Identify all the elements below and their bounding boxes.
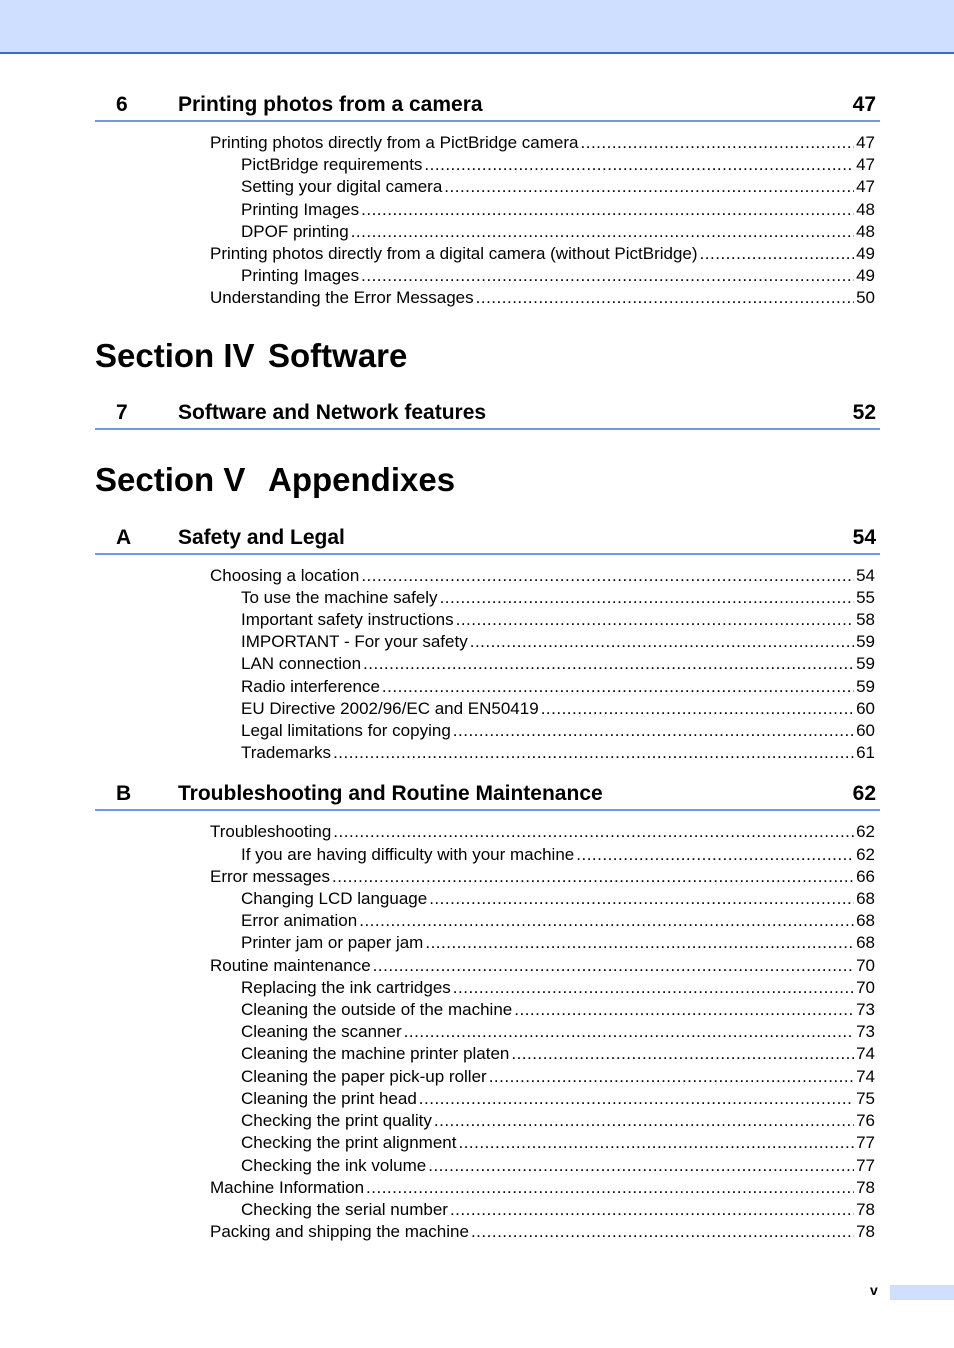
chapter-page: 47: [852, 93, 876, 116]
section-heading: [95, 336, 880, 376]
toc-subentry[interactable]: [95, 176, 875, 198]
section-title: Software: [268, 336, 408, 374]
toc-subentry[interactable]: [95, 888, 875, 910]
dot-leader: [419, 1088, 854, 1110]
dot-leader: [351, 221, 854, 243]
toc-subentry[interactable]: [95, 1088, 875, 1110]
dot-leader: [576, 844, 854, 866]
dot-leader: [450, 1199, 854, 1221]
entry-text: Important safety instructions: [241, 610, 454, 630]
entry-page: 50: [856, 288, 875, 308]
dot-leader: [333, 742, 854, 764]
entry-page: 59: [856, 632, 875, 652]
section-label: Section IV: [95, 336, 255, 374]
chapter-7-block: [95, 394, 880, 430]
chapter-a-block: [95, 519, 880, 765]
dot-leader: [429, 888, 854, 910]
entry-page: 49: [856, 266, 875, 286]
dot-leader: [470, 631, 854, 653]
section-label: Section V: [95, 460, 246, 498]
toc-subentry[interactable]: [95, 653, 875, 675]
toc-subentry[interactable]: [95, 720, 875, 742]
entry-page: 74: [856, 1066, 875, 1086]
dot-leader: [456, 609, 854, 631]
table-of-contents: [95, 86, 880, 1243]
entry-text: Printing photos directly from a PictBridge camera: [210, 133, 579, 152]
toc-entries: [95, 555, 880, 765]
dot-leader: [424, 154, 854, 176]
entry-text: Trademarks: [241, 743, 332, 763]
entry-text: PictBridge requirements: [241, 155, 423, 175]
toc-subentry[interactable]: [95, 1066, 875, 1088]
entry-text: Error animation: [241, 911, 358, 931]
toc-subentry[interactable]: [95, 844, 875, 866]
entry-text: Radio interference: [241, 676, 380, 696]
dot-leader: [361, 265, 854, 287]
entry-page: 62: [856, 822, 875, 842]
entry-page: 68: [856, 933, 875, 953]
dot-leader: [359, 910, 854, 932]
entry-page: 47: [856, 155, 875, 175]
entry-text: Cleaning the outside of the machine: [241, 1000, 513, 1020]
entry-page: 49: [856, 244, 875, 264]
dot-leader: [514, 999, 854, 1021]
dot-leader: [471, 1221, 854, 1243]
footer-tab: [890, 1285, 954, 1300]
entry-text: Understanding the Error Messages: [210, 288, 474, 308]
dot-leader: [361, 199, 854, 221]
entry-page: 77: [856, 1133, 875, 1153]
dot-leader: [700, 243, 855, 265]
entry-text: DPOF printing: [241, 221, 349, 241]
entry-page: 78: [856, 1222, 875, 1242]
entry-text: To use the machine safely: [241, 587, 438, 607]
footer-page-label: v: [870, 1282, 878, 1298]
chapter-title: Printing photos from a camera: [178, 93, 483, 116]
entry-text: Routine maintenance: [210, 955, 371, 975]
entry-text: Checking the print quality: [241, 1111, 432, 1131]
toc-subentry[interactable]: [95, 1132, 875, 1154]
toc-entry[interactable]: [95, 955, 875, 977]
entry-text: Cleaning the print head: [241, 1088, 417, 1108]
toc-entry[interactable]: [95, 243, 875, 265]
toc-subentry[interactable]: [95, 910, 875, 932]
dot-leader: [581, 132, 855, 154]
entry-text: Troubleshooting: [210, 822, 332, 842]
entry-page: 62: [856, 844, 875, 864]
toc-entry[interactable]: [95, 866, 875, 888]
entry-text: Choosing a location: [210, 565, 360, 585]
dot-leader: [440, 587, 855, 609]
chapter-number: 7: [116, 400, 128, 424]
chapter-title: Software and Network features: [178, 400, 487, 424]
toc-subentry[interactable]: [95, 1199, 875, 1221]
entry-page: 47: [856, 177, 875, 197]
dot-leader: [541, 698, 854, 720]
entry-page: 73: [856, 1000, 875, 1020]
entry-page: 58: [856, 610, 875, 630]
entry-text: Printing Images: [241, 266, 360, 286]
toc-entry[interactable]: [95, 287, 875, 309]
entry-text: IMPORTANT - For your safety: [241, 632, 468, 652]
entry-text: Checking the print alignment: [241, 1133, 457, 1153]
entry-text: If you are having difficulty with your machine: [241, 844, 575, 864]
entry-page: 48: [856, 199, 875, 219]
toc-subentry[interactable]: [95, 154, 875, 176]
toc-subentry[interactable]: [95, 999, 875, 1021]
dot-leader: [434, 1110, 854, 1132]
entry-page: 73: [856, 1022, 875, 1042]
section-heading: [95, 460, 880, 500]
dot-leader: [489, 1066, 854, 1088]
toc-subentry[interactable]: [95, 742, 875, 764]
toc-entries: [95, 122, 880, 310]
toc-subentry[interactable]: [95, 1110, 875, 1132]
dot-leader: [333, 821, 854, 843]
toc-subentry[interactable]: [95, 265, 875, 287]
entry-page: 59: [856, 676, 875, 696]
toc-entry[interactable]: [95, 1221, 875, 1243]
toc-subentry[interactable]: [95, 1043, 875, 1065]
dot-leader: [476, 287, 854, 309]
entry-text: Machine Information: [210, 1177, 365, 1197]
entry-text: Setting your digital camera: [241, 177, 443, 197]
section-title: Appendixes: [268, 460, 456, 498]
entry-page: 70: [856, 955, 875, 975]
dot-leader: [382, 676, 854, 698]
dot-leader: [404, 1021, 854, 1043]
entry-page: 48: [856, 221, 875, 241]
entry-page: 75: [856, 1088, 875, 1108]
entry-text: Legal limitations for copying: [241, 721, 451, 741]
dot-leader: [366, 1177, 854, 1199]
entry-text: Cleaning the paper pick-up roller: [241, 1066, 487, 1086]
entry-page: 61: [856, 743, 875, 763]
toc-subentry[interactable]: [95, 1155, 875, 1177]
chapter-heading[interactable]: [95, 519, 880, 555]
toc-entry[interactable]: [95, 1177, 875, 1199]
dot-leader: [373, 955, 854, 977]
entry-page: 78: [856, 1177, 875, 1197]
dot-leader: [511, 1043, 854, 1065]
entry-page: 60: [856, 698, 875, 718]
entry-page: 68: [856, 911, 875, 931]
toc-subentry[interactable]: [95, 587, 875, 609]
entry-page: 68: [856, 889, 875, 909]
toc-subentry[interactable]: [95, 932, 875, 954]
entry-page: 60: [856, 721, 875, 741]
entry-text: Error messages: [210, 866, 330, 886]
chapter-6-block: [95, 86, 880, 310]
toc-entry[interactable]: [95, 565, 875, 587]
entry-text: LAN connection: [241, 654, 362, 674]
entry-text: Printer jam or paper jam: [241, 933, 424, 953]
dot-leader: [428, 1155, 854, 1177]
entry-text: Checking the serial number: [241, 1199, 448, 1219]
entry-page: 70: [856, 977, 875, 997]
chapter-title: Safety and Legal: [178, 525, 345, 549]
toc-subentry[interactable]: [95, 1021, 875, 1043]
dot-leader: [444, 176, 854, 198]
dot-leader: [425, 932, 854, 954]
toc-entries: [95, 811, 880, 1243]
chapter-page: 62: [852, 782, 876, 806]
entry-page: 77: [856, 1155, 875, 1175]
toc-subentry[interactable]: [95, 698, 875, 720]
entry-text: EU Directive 2002/96/EC and EN50419: [241, 698, 539, 718]
entry-page: 74: [856, 1044, 875, 1064]
toc-entry[interactable]: [95, 132, 875, 154]
entry-text: Printing Images: [241, 199, 360, 219]
dot-leader: [453, 977, 854, 999]
header-band: [0, 0, 954, 54]
chapter-b-block: [95, 775, 880, 1243]
chapter-number: A: [116, 525, 132, 549]
entry-text: Checking the ink volume: [241, 1155, 427, 1175]
chapter-page: 54: [852, 525, 876, 549]
chapter-heading[interactable]: [95, 86, 880, 122]
dot-leader: [332, 866, 854, 888]
dot-leader: [363, 653, 854, 675]
chapter-title: Troubleshooting and Routine Maintenance: [178, 782, 603, 806]
dot-leader: [458, 1132, 854, 1154]
toc-subentry[interactable]: [95, 199, 875, 221]
chapter-page: 52: [852, 400, 876, 424]
entry-page: 59: [856, 654, 875, 674]
entry-text: Replacing the ink cartridges: [241, 977, 451, 997]
toc-subentry[interactable]: [95, 609, 875, 631]
entry-text: Packing and shipping the machine: [210, 1222, 469, 1242]
chapter-heading[interactable]: [95, 394, 880, 430]
toc-subentry[interactable]: [95, 631, 875, 653]
entry-page: 76: [856, 1111, 875, 1131]
toc-entry[interactable]: [95, 821, 875, 843]
entry-text: Cleaning the machine printer platen: [241, 1044, 510, 1064]
entry-page: 78: [856, 1199, 875, 1219]
chapter-heading[interactable]: [95, 775, 880, 811]
toc-subentry[interactable]: [95, 977, 875, 999]
entry-page: 47: [856, 133, 875, 152]
toc-subentry[interactable]: [95, 676, 875, 698]
chapter-number: 6: [116, 93, 128, 116]
entry-text: Cleaning the scanner: [241, 1022, 402, 1042]
entry-page: 54: [856, 565, 875, 585]
entry-text: Changing LCD language: [241, 889, 428, 909]
toc-subentry[interactable]: [95, 221, 875, 243]
dot-leader: [453, 720, 854, 742]
chapter-number: B: [116, 782, 132, 806]
entry-text: Printing photos directly from a digital camera (without PictBridge): [210, 244, 698, 264]
entry-page: 55: [856, 587, 875, 607]
dot-leader: [361, 565, 854, 587]
entry-page: 66: [856, 866, 875, 886]
